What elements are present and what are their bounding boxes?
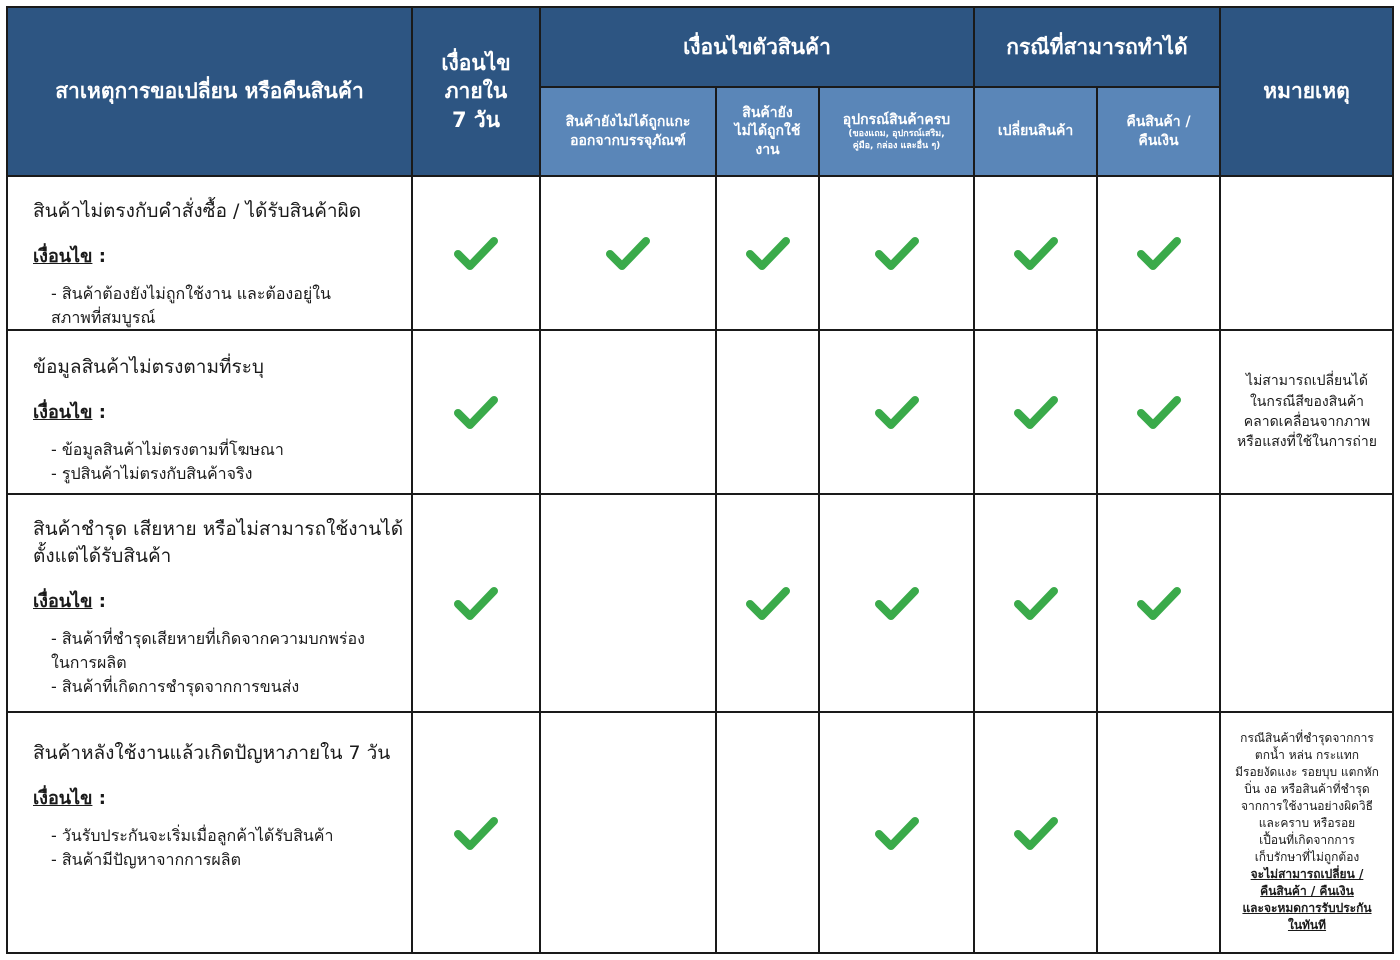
row-2-remark-line-1: ไม่สามารถเปลี่ยนได้ [1246,373,1368,390]
grid-line [411,6,413,954]
row-1-condition-1: - สินค้าต้องยังไม่ถูกใช้งาน และต้องอยู่ใน [51,283,331,303]
row-4-remark [1222,730,1392,940]
row-4-remark-line-1: กรณีสินค้าที่ชำรุดจากการ [1240,731,1374,745]
grid-line [6,6,1394,8]
row-3-reason-cell: สินค้าชำรุด เสียหาย หรือไม่สามารถใช้งานได้ ตั้งแต่ได้รับสินค้า เงื่อนไข : - สินค้าที่ชำรุดเสียหายที่เกิดจากความบกพร่อง ในการผลิต - สินค้าที่เกิดการชำรุดจากการขนส่ง [7,494,412,712]
row-4-remark-line-8: เก็บรักษาที่ไม่ถูกต้อง [1254,850,1360,865]
grid-line [715,86,717,954]
row-4-remark-line-3: มีรอยงัดแงะ รอยบุบ แตกหัก [1235,765,1379,780]
row-4-reason-cell: สินค้าหลังใช้งานแล้วเกิดปัญหาภายใน 7 วัน เงื่อนไข : - วันรับประกันจะเริ่มเมื่อลูกค้าได้รับสินค้า - สินค้ามีปัญหาจากการผลิต [7,712,412,953]
header-reason [7,7,412,176]
header-remark [1220,7,1393,176]
row-1-reason: สินค้าไม่ตรงกับคำสั่งซื้อ / ได้รับสินค้าผิด [33,200,362,222]
subheader-refund-line-1: คืนสินค้า / [1126,114,1191,131]
header-remark-label: หมายเหตุ [1263,79,1350,104]
grid-line [6,711,1394,713]
row-4-remark-line-6: และคราบ หรือรอย [1258,816,1356,831]
header-product-condition-label: เงื่อนไขตัวสินค้า [683,34,831,59]
row-3-condition-3: - สินค้าที่เกิดการชำรุดจากการขนส่ง [51,676,300,696]
row-4-remark-emphasis-3: และจะหมดการรับประกัน [1242,901,1372,916]
grid-line [539,6,541,954]
header-within-7-days [412,7,540,176]
header-possible-cases [974,7,1220,87]
subheader-unused-line-3: งาน [755,141,780,158]
row-1-condition-label: เงื่อนไข [33,245,93,267]
row-3-condition-label: เงื่อนไข [33,590,93,612]
check-icon [819,330,974,494]
row-4-remark-line-7: เปื้อนที่เกิดจากการ [1259,833,1355,848]
row-4-remark-emphasis-1: จะไม่สามารถเปลี่ยน / [1250,867,1364,882]
subheader-complete-accessories [819,87,974,176]
subheader-complete-label: อุปกรณ์สินค้าครบ [842,112,951,129]
header-reason-label: สาเหตุการขอเปลี่ยน หรือคืนสินค้า [55,79,364,104]
row-2-condition-1: - ข้อมูลสินค้าไม่ตรงตามที่โฆษณา [51,439,284,459]
grid-line [1219,6,1221,954]
row-1-condition-2: สภาพที่สมบูรณ์ [51,307,156,327]
check-icon [412,494,540,712]
grid-line [1392,6,1394,954]
subheader-unopened [540,87,716,176]
grid-line [540,86,1220,88]
check-icon [974,330,1097,494]
check-icon [1097,176,1220,330]
row-4-remark-line-4: บิ่น งอ หรือสินค้าที่ชำรุด [1244,782,1370,797]
check-icon [974,712,1097,953]
row-2-condition-2: - รูปสินค้าไม่ตรงกับสินค้าจริง [51,463,253,483]
subheader-unused-line-2: ไม่ได้ถูกใช้ [734,123,801,140]
check-icon [819,176,974,330]
row-2-remark-line-2: ในกรณีสีของสินค้า [1249,393,1365,410]
check-icon [819,712,974,953]
subheader-unused-line-1: สินค้ายัง [742,105,793,122]
header-possible-cases-label: กรณีที่สามารถทำได้ [1006,34,1188,59]
row-4-reason: สินค้าหลังใช้งานแล้วเกิดปัญหาภายใน 7 วัน [33,742,391,764]
row-3-condition-1: - สินค้าที่ชำรุดเสียหายที่เกิดจากความบกพร่อง [51,628,365,648]
row-3-reason-line-1: สินค้าชำรุด เสียหาย หรือไม่สามารถใช้งานได้ [33,518,404,540]
row-4-remark-emphasis-4: ในทันที [1287,918,1327,933]
check-icon [412,712,540,953]
check-icon [1097,494,1220,712]
check-icon [716,176,819,330]
subheader-complete-note-2: คู่มือ, กล่อง และอื่น ๆ) [852,140,941,151]
row-4-condition-2: - สินค้ามีปัญหาจากการผลิต [51,849,241,869]
row-4-remark-line-5: จากการใช้งานอย่างผิดวิธี [1240,799,1373,814]
row-4-remark-emphasis-2: คืนสินค้า / คืนเงิน [1260,884,1354,899]
row-2-reason-cell: ข้อมูลสินค้าไม่ตรงตามที่ระบุ เงื่อนไข : - ข้อมูลสินค้าไม่ตรงตามที่โฆษณา - รูปสินค้าไม่ตรงกับสินค้าจริง [7,330,412,494]
grid-line [973,6,975,954]
subheader-exchange-label: เปลี่ยนสินค้า [997,123,1074,140]
grid-line [6,6,8,954]
row-2-reason: ข้อมูลสินค้าไม่ตรงตามที่ระบุ [33,356,264,378]
header-within-line-1: เงื่อนไข [441,50,511,75]
check-icon [974,176,1097,330]
check-icon [716,494,819,712]
grid-line [6,329,1394,331]
subheader-refund [1097,87,1220,176]
subheader-exchange [974,87,1097,176]
check-icon [540,176,716,330]
row-1-reason-cell: สินค้าไม่ตรงกับคำสั่งซื้อ / ได้รับสินค้าผิด เงื่อนไข : - สินค้าต้องยังไม่ถูกใช้งาน และต้องอยู่ใน สภาพที่สมบูรณ์ [7,176,412,330]
header-product-condition [540,7,974,87]
subheader-unused [716,87,819,176]
subheader-refund-line-2: คืนเงิน [1138,132,1179,149]
grid-line [6,952,1394,954]
check-icon [1097,330,1220,494]
grid-line [1096,86,1098,954]
row-2-remark [1222,330,1392,494]
row-4-condition-1: - วันรับประกันจะเริ่มเมื่อลูกค้าได้รับสินค้า [51,825,334,845]
row-3-reason-line-2: ตั้งแต่ได้รับสินค้า [33,544,172,567]
check-icon [974,494,1097,712]
check-icon [412,176,540,330]
grid-line [818,86,820,954]
row-4-condition-label: เงื่อนไข [33,787,93,809]
row-4-remark-line-2: ตกน้ำ หล่น กระแทก [1254,748,1360,763]
check-icon [819,494,974,712]
header-within-line-3: 7 วัน [451,107,501,132]
header-within-line-2: ภายใน [444,79,508,104]
subheader-unopened-line-1: สินค้ายังไม่ได้ถูกแกะ [565,114,691,131]
row-3-condition-2: ในการผลิต [51,652,127,672]
row-2-remark-line-4: หรือแสงที่ใช้ในการถ่าย [1237,434,1377,451]
row-2-condition-label: เงื่อนไข [33,401,93,423]
grid-line [6,493,1394,495]
subheader-complete-note-1: (ของแถม, อุปกรณ์เสริม, [848,129,945,140]
check-icon [412,330,540,494]
grid-line [6,175,1394,177]
subheader-unopened-line-2: ออกจากบรรจุภัณฑ์ [570,132,686,149]
row-2-remark-line-3: คลาดเคลื่อนจากภาพ [1243,414,1371,430]
